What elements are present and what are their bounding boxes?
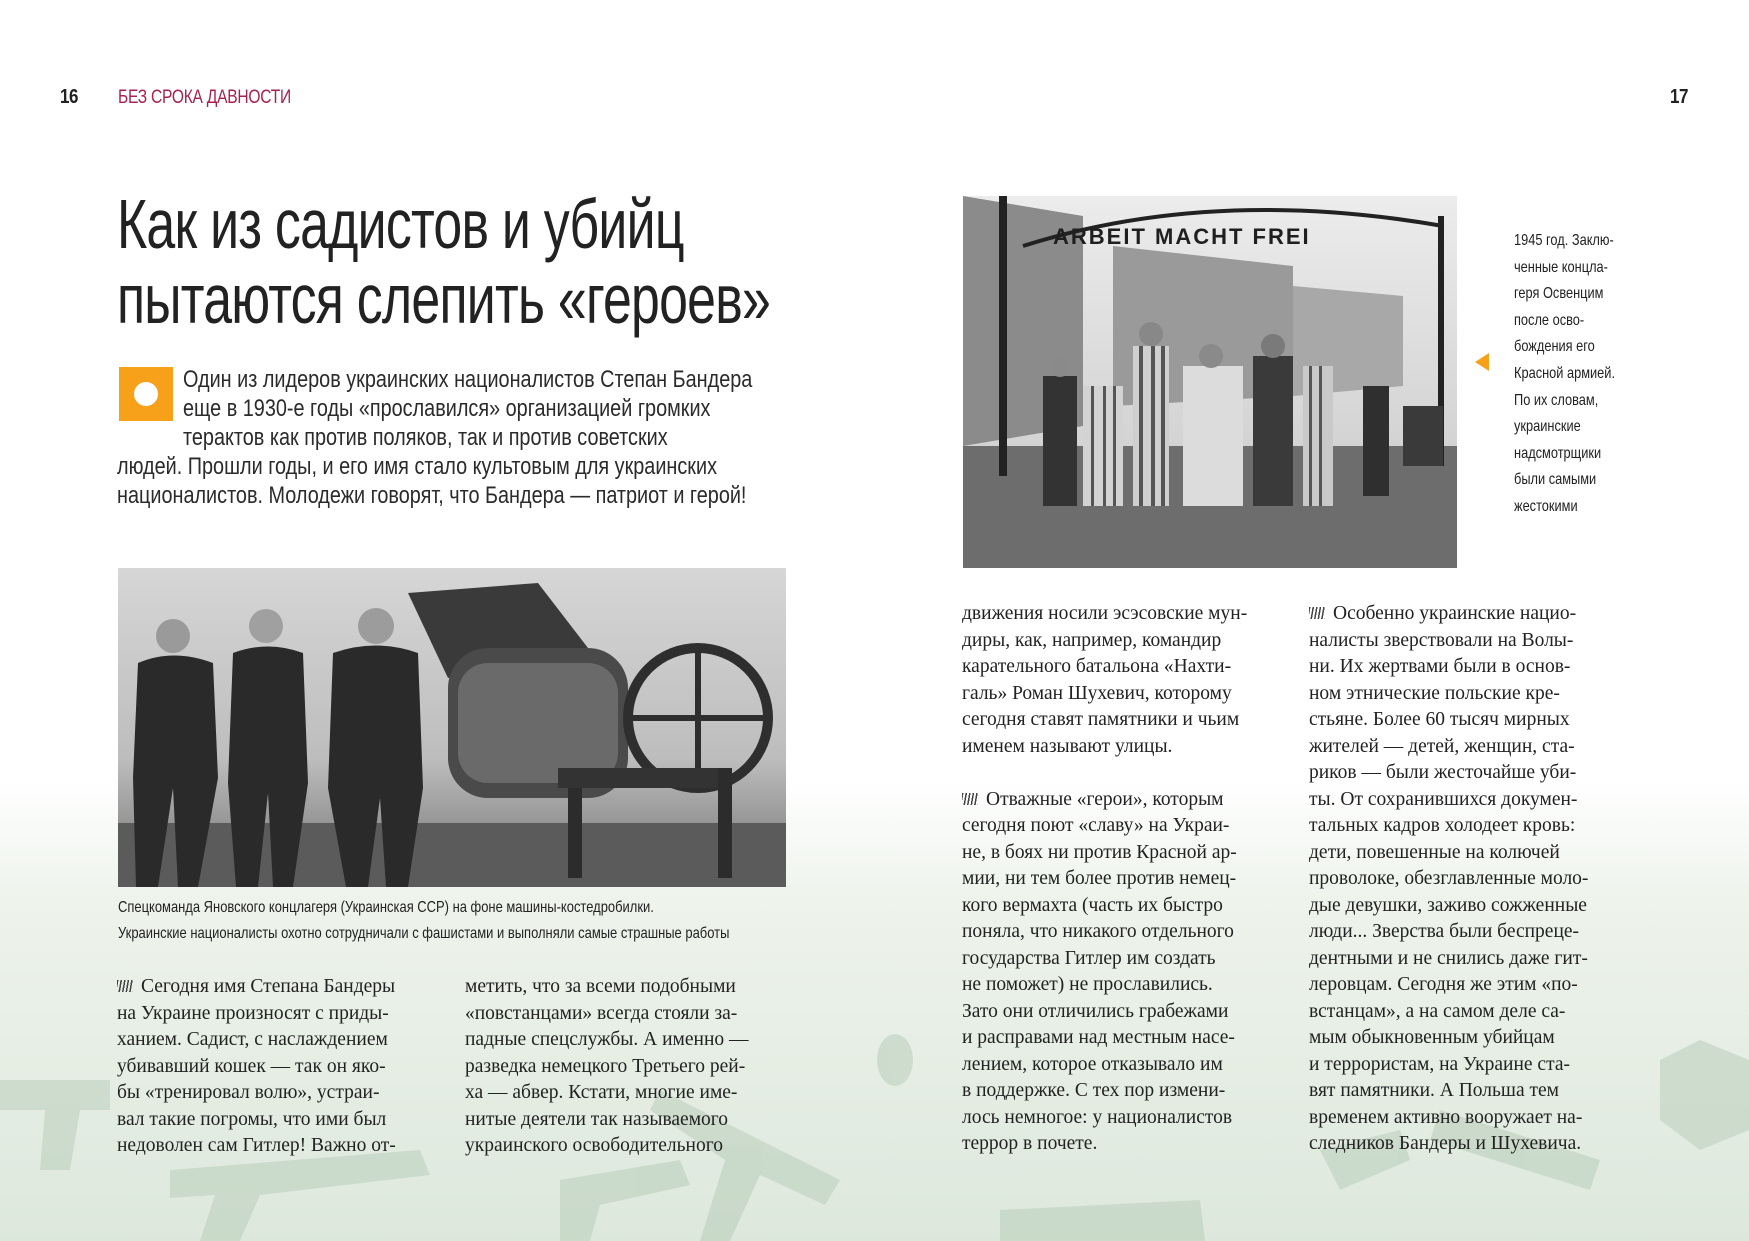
body-line: ханием. Садист, с наслаждением: [117, 1029, 388, 1050]
body-line: сегодня поют «славу» на Украи-: [962, 815, 1230, 836]
body-line: дентными и не снились даже гит-: [1309, 947, 1588, 969]
body-line: нитые деятели так называемого: [465, 1108, 729, 1130]
body-line: временем активно вооружает на-: [1309, 1106, 1583, 1128]
caption-line: По их словам,: [1514, 391, 1599, 409]
photo-auschwitz-image: [963, 196, 1457, 568]
body-line: не, в боях ни против Красной ар-: [962, 841, 1237, 863]
body-line: и террористам, на Украине ста-: [1309, 1053, 1570, 1075]
body-line: лось немногое: у националистов: [962, 1106, 1233, 1128]
body-column-3: [962, 601, 1292, 1158]
body-line: Зато они отличились грабежами: [962, 1000, 1229, 1022]
body-line: [1309, 601, 1639, 628]
left-photo-caption: [118, 895, 873, 947]
body-line: стьяне. Более 60 тысяч мирных: [1309, 709, 1570, 730]
body-line: разведка немецкого Третьего рей-: [465, 1055, 746, 1077]
body-line: риков — были жесточайше уби-: [1309, 762, 1577, 783]
caption-line: Красной армией.: [1514, 364, 1615, 382]
caption-line: после осво-: [1514, 311, 1585, 329]
body-line: в поддержке. С тех пор измени-: [962, 1080, 1226, 1101]
caption-line: были самыми: [1514, 471, 1597, 489]
lead-line: терактов как против поляков, так и против советских: [183, 424, 668, 451]
caption-line: геря Освенцим: [1514, 285, 1604, 303]
body-line: на Украине произносят с приды-: [117, 1002, 389, 1024]
body-line: [962, 787, 1292, 814]
body-line: люди... Зверства были беспреце-: [1309, 921, 1580, 942]
body-column-4: [1309, 601, 1639, 1158]
body-line: жителей — детей, женщин, ста-: [1309, 735, 1575, 757]
body-line: лением, которое отказывало им: [962, 1053, 1223, 1075]
caption-line: надсмотрщики: [1514, 444, 1602, 462]
body-line: ном этнические польские кре-: [1309, 682, 1560, 704]
lead-line: людей. Прошли годы, и его имя стало культовым для украинских: [117, 453, 718, 480]
body-line: леровцам. Сегодня же этим «по-: [1309, 974, 1578, 995]
body-line: [117, 974, 447, 1001]
body-line: метить, что за всеми подобными: [465, 976, 736, 997]
gate-sign-text: ARBEIT MACHT FREI: [1053, 224, 1311, 249]
body-line: не поможет) не прославились.: [962, 974, 1213, 995]
caption-line: бождения его: [1514, 338, 1595, 356]
body-line: вал такие погромы, что ими был: [117, 1108, 387, 1130]
body-line: ты. От сохранившихся докумен-: [1309, 788, 1578, 810]
paragraph-marker-icon: [1309, 607, 1325, 619]
body-line: проволоке, обезглавленные моло-: [1309, 868, 1589, 889]
paragraph-marker-icon: [117, 980, 133, 992]
lead-line: националистов. Молодежи говорят, что Бандера — патриот и герой!: [117, 482, 747, 509]
body-line: диры, как, например, командир: [962, 629, 1222, 651]
body-line: следников Бандеры и Шухевича.: [1309, 1133, 1582, 1154]
photo-bone-crusher-team: [118, 568, 786, 887]
paragraph-marker-icon: [962, 793, 978, 805]
body-line: мым обыкновенным убийцам: [1309, 1027, 1555, 1048]
body-line: убивавший кошек — так он яко-: [117, 1055, 386, 1077]
body-line: сегодня ставят памятники и чьим: [962, 709, 1240, 730]
photo-bone-crusher-image: [118, 568, 786, 887]
body-line: дети, повешенные на колючей: [1309, 841, 1560, 863]
body-line: террор в почете.: [962, 1133, 1098, 1154]
headline-line-2: пытаются слепить «героев»: [117, 260, 771, 338]
photo-auschwitz-liberation: [963, 196, 1457, 568]
caption-line: украинские: [1514, 418, 1581, 436]
caption-line: жестокими: [1514, 497, 1578, 515]
body-line: налисты зверствовали на Волы-: [1309, 629, 1574, 651]
body-line: встанцам», а на самом деле са-: [1309, 1000, 1566, 1022]
body-line: движения носили эсэсовские мун-: [962, 603, 1248, 624]
body-line: бы «тренировал волю», устраи-: [117, 1082, 380, 1103]
body-line: «повстанцами» всегда стояли за-: [465, 1002, 738, 1024]
caption-line: 1945 год. Заклю-: [1514, 232, 1614, 249]
section-title: БЕЗ СРОКА ДАВНОСТИ: [118, 87, 291, 108]
body-line-text: Сегодня имя Степана Бандеры: [141, 976, 396, 997]
body-line: тальных кадров холодеет кровь:: [1309, 815, 1576, 836]
lead-line: Один из лидеров украинских националистов Степан Бандера: [183, 366, 753, 393]
body-line: ни. Их жертвами были в основ-: [1309, 656, 1571, 677]
lead-paragraph: [117, 365, 777, 510]
page-number-right: 17: [1670, 86, 1689, 108]
headline-line-1: Как из садистов и убийц: [117, 185, 684, 263]
body-line: карательного батальона «Нахти-: [962, 656, 1232, 677]
caption-pointer-arrow-icon: [1475, 353, 1489, 371]
body-column-2: [465, 974, 795, 1160]
body-line: галь» Роман Шухевич, которому: [962, 682, 1232, 704]
caption-line: Украинские националисты охотно сотрудничали с фашистами и выполняли самые страшные работы: [118, 925, 730, 942]
body-line: поняла, что никакого отдельного: [962, 921, 1234, 942]
body-line: вят памятники. А Польша тем: [1309, 1080, 1559, 1101]
right-photo-caption: [1514, 228, 1640, 521]
body-line: дые девушки, заживо сожженные: [1309, 894, 1587, 916]
body-line: украинского освободительного: [465, 1135, 723, 1156]
body-line: государства Гитлер им создать: [962, 947, 1216, 969]
body-line: падные спецслужбы. А именно —: [465, 1029, 749, 1050]
body-line: именем называют улицы.: [962, 735, 1173, 757]
body-line: мии, ни тем более против немец-: [962, 868, 1237, 889]
caption-line: Спецкоманда Яновского концлагеря (Украинская ССР) на фоне машины-костедробилки.: [118, 899, 654, 916]
lead-line: еще в 1930-е годы «прославился» организацией громких: [183, 395, 711, 422]
body-line: кого вермахта (часть их быстро: [962, 894, 1223, 916]
body-line-text: Отважные «герои», которым: [986, 788, 1224, 810]
page-number-left: 16: [60, 86, 79, 108]
body-line: ха — абвер. Кстати, многие име-: [465, 1082, 738, 1103]
body-column-1: [117, 974, 447, 1160]
caption-line: ченные концла-: [1514, 258, 1608, 276]
body-line: недоволен сам Гитлер! Важно от-: [117, 1135, 396, 1156]
article-headline: [117, 187, 770, 337]
body-line-text: Особенно украинские нацио-: [1333, 603, 1577, 624]
body-line: и расправами над местным насе-: [962, 1027, 1235, 1048]
